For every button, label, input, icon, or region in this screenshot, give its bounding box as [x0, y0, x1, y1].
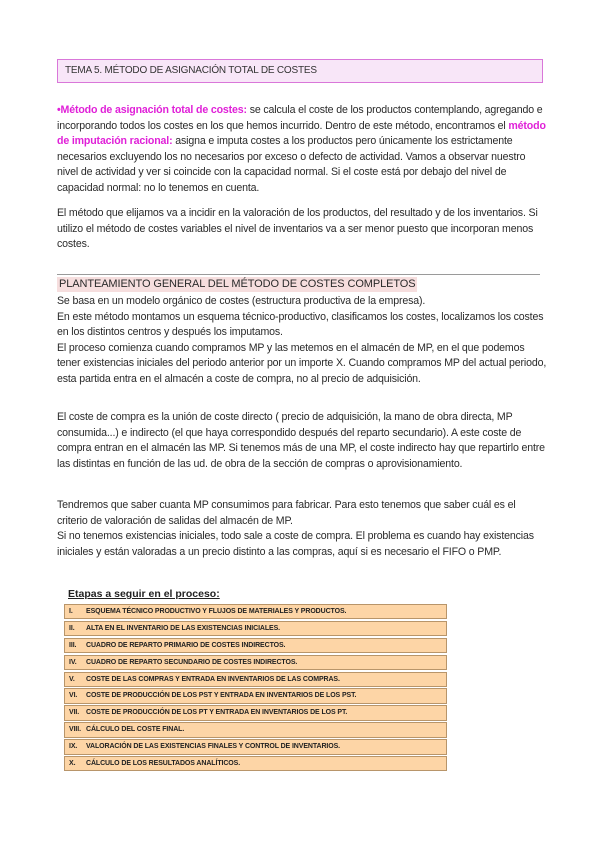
term-rational-imputation: método de imputación racional: — [57, 119, 546, 147]
step-row — [64, 739, 447, 754]
step-number: III. — [69, 641, 77, 649]
step-number: X. — [69, 760, 76, 768]
paragraph-text: El coste de compra es la unión de coste directo ( precio de adquisición, la mano de obra directa, MP consumida...) e indirecto (el que haya correspondido después del reparto secundario). A este coste de compra entran en el almacén las MP. Si tenemos más de una MP, el coste indirecto hay que repartirlo entre las distintas en función de las ud. de obra de la sección de compras o aprovisionamiento. — [57, 411, 545, 470]
step-row — [64, 705, 447, 720]
consumption-paragraph — [57, 498, 547, 560]
step-number: V. — [69, 675, 75, 683]
intro-text-a: se calcula el coste de los productos contemplando, agregando e incorporando todos los costes en los que hemos incurrido. Dentro de este método, encontramos el — [57, 104, 543, 132]
step-row — [64, 672, 447, 687]
step-text: CÁLCULO DEL COSTE FINAL. — [86, 726, 185, 734]
step-number: IX. — [69, 743, 78, 751]
step-text: CUADRO DE REPARTO SECUNDARIO DE COSTES INDIRECTOS. — [86, 658, 298, 666]
step-row — [64, 655, 447, 670]
section-paragraph — [57, 294, 547, 387]
paragraph-text: El método que elijamos va a incidir en la valoración de los productos, del resultado y de los inventarios. Si utilizo el método de costes variables el nivel de inventarios va a ser menor puesto que incorporan menos costes. — [57, 207, 538, 250]
paragraph-line: Tendremos que saber cuanta MP consumimos para fabricar. Para esto tenemos que saber cuál es el criterio de valoración de salidas del almacén de MP. — [57, 499, 516, 527]
step-row — [64, 621, 447, 636]
step-number: IV. — [69, 658, 77, 666]
method-choice-paragraph — [57, 206, 547, 253]
step-row — [64, 638, 447, 653]
step-row — [64, 688, 447, 703]
step-text: ALTA EN EL INVENTARIO DE LAS EXISTENCIAS INICIALES. — [86, 624, 281, 632]
section-line: En este método montamos un esquema técnico-productivo, clasificamos los costes, localizamos los costes en los distintos centros y después los imputamos. — [57, 310, 544, 338]
step-number: VIII. — [69, 726, 81, 734]
step-number: VI. — [69, 692, 78, 700]
step-text: CÁLCULO DE LOS RESULTADOS ANALÍTICOS. — [86, 760, 241, 768]
topic-title: TEMA 5. MÉTODO DE ASIGNACIÓN TOTAL DE COSTES — [57, 59, 543, 83]
step-text: CUADRO DE REPARTO PRIMARIO DE COSTES INDIRECTOS. — [86, 641, 286, 649]
step-text: VALORACIÓN DE LAS EXISTENCIAS FINALES Y CONTROL DE INVENTARIOS. — [86, 743, 341, 751]
step-row — [64, 722, 447, 737]
step-text: COSTE DE PRODUCCIÓN DE LOS PT Y ENTRADA EN INVENTARIOS DE LOS PT. — [86, 709, 348, 717]
section-line: Se basa en un modelo orgánico de costes (estructura productiva de la empresa). — [57, 295, 426, 307]
step-text: ESQUEMA TÉCNICO PRODUCTIVO Y FLUJOS DE MATERIALES Y PRODUCTOS. — [86, 608, 347, 615]
section-heading: PLANTEAMIENTO GENERAL DEL MÉTODO DE COSTES COMPLETOS — [59, 278, 416, 290]
step-number: I. — [69, 608, 73, 615]
step-text: COSTE DE LAS COMPRAS Y ENTRADA EN INVENTARIOS DE LAS COMPRAS. — [86, 675, 340, 683]
intro-paragraph — [57, 103, 547, 196]
step-text: COSTE DE PRODUCCIÓN DE LOS PST Y ENTRADA EN INVENTARIOS DE LOS PST. — [86, 692, 357, 700]
purchase-cost-paragraph — [57, 410, 547, 472]
paragraph-line: Si no tenemos existencias iniciales, todo sale a coste de compra. El problema es cuando hay existencias iniciales y están valoradas a un precio distinto a las compras, aquí si es necesario el FIFO o PMP. — [57, 530, 534, 558]
step-number: II. — [69, 624, 75, 632]
steps-list — [64, 604, 447, 773]
section-divider — [57, 274, 540, 275]
intro-text-b: asigna e imputa costes a los productos pero únicamente los estrictamente necesarios excluyendo los no necesarios por exceso o defecto de actividad. Vamos a observar nuestro nivel de actividad y ver si coincide con la capacidad normal. Si el coste está por debajo del nivel de capacidad normal: no lo tenemos en cuenta. — [57, 135, 526, 194]
step-number: VII. — [69, 709, 80, 717]
term-total-cost-method: •Método de asignación total de costes: — [57, 104, 247, 116]
step-row — [64, 604, 447, 619]
step-row — [64, 756, 447, 771]
steps-title: Etapas a seguir en el proceso: — [68, 588, 220, 600]
section-line: El proceso comienza cuando compramos MP y las metemos en el almacén de MP, en el que podemos tener existencias iniciales del periodo anterior por un importe X. Cuando compramos MP del actual periodo, esta partida entra en el almacén a coste de compra, no al precio de adquisición. — [57, 341, 547, 385]
